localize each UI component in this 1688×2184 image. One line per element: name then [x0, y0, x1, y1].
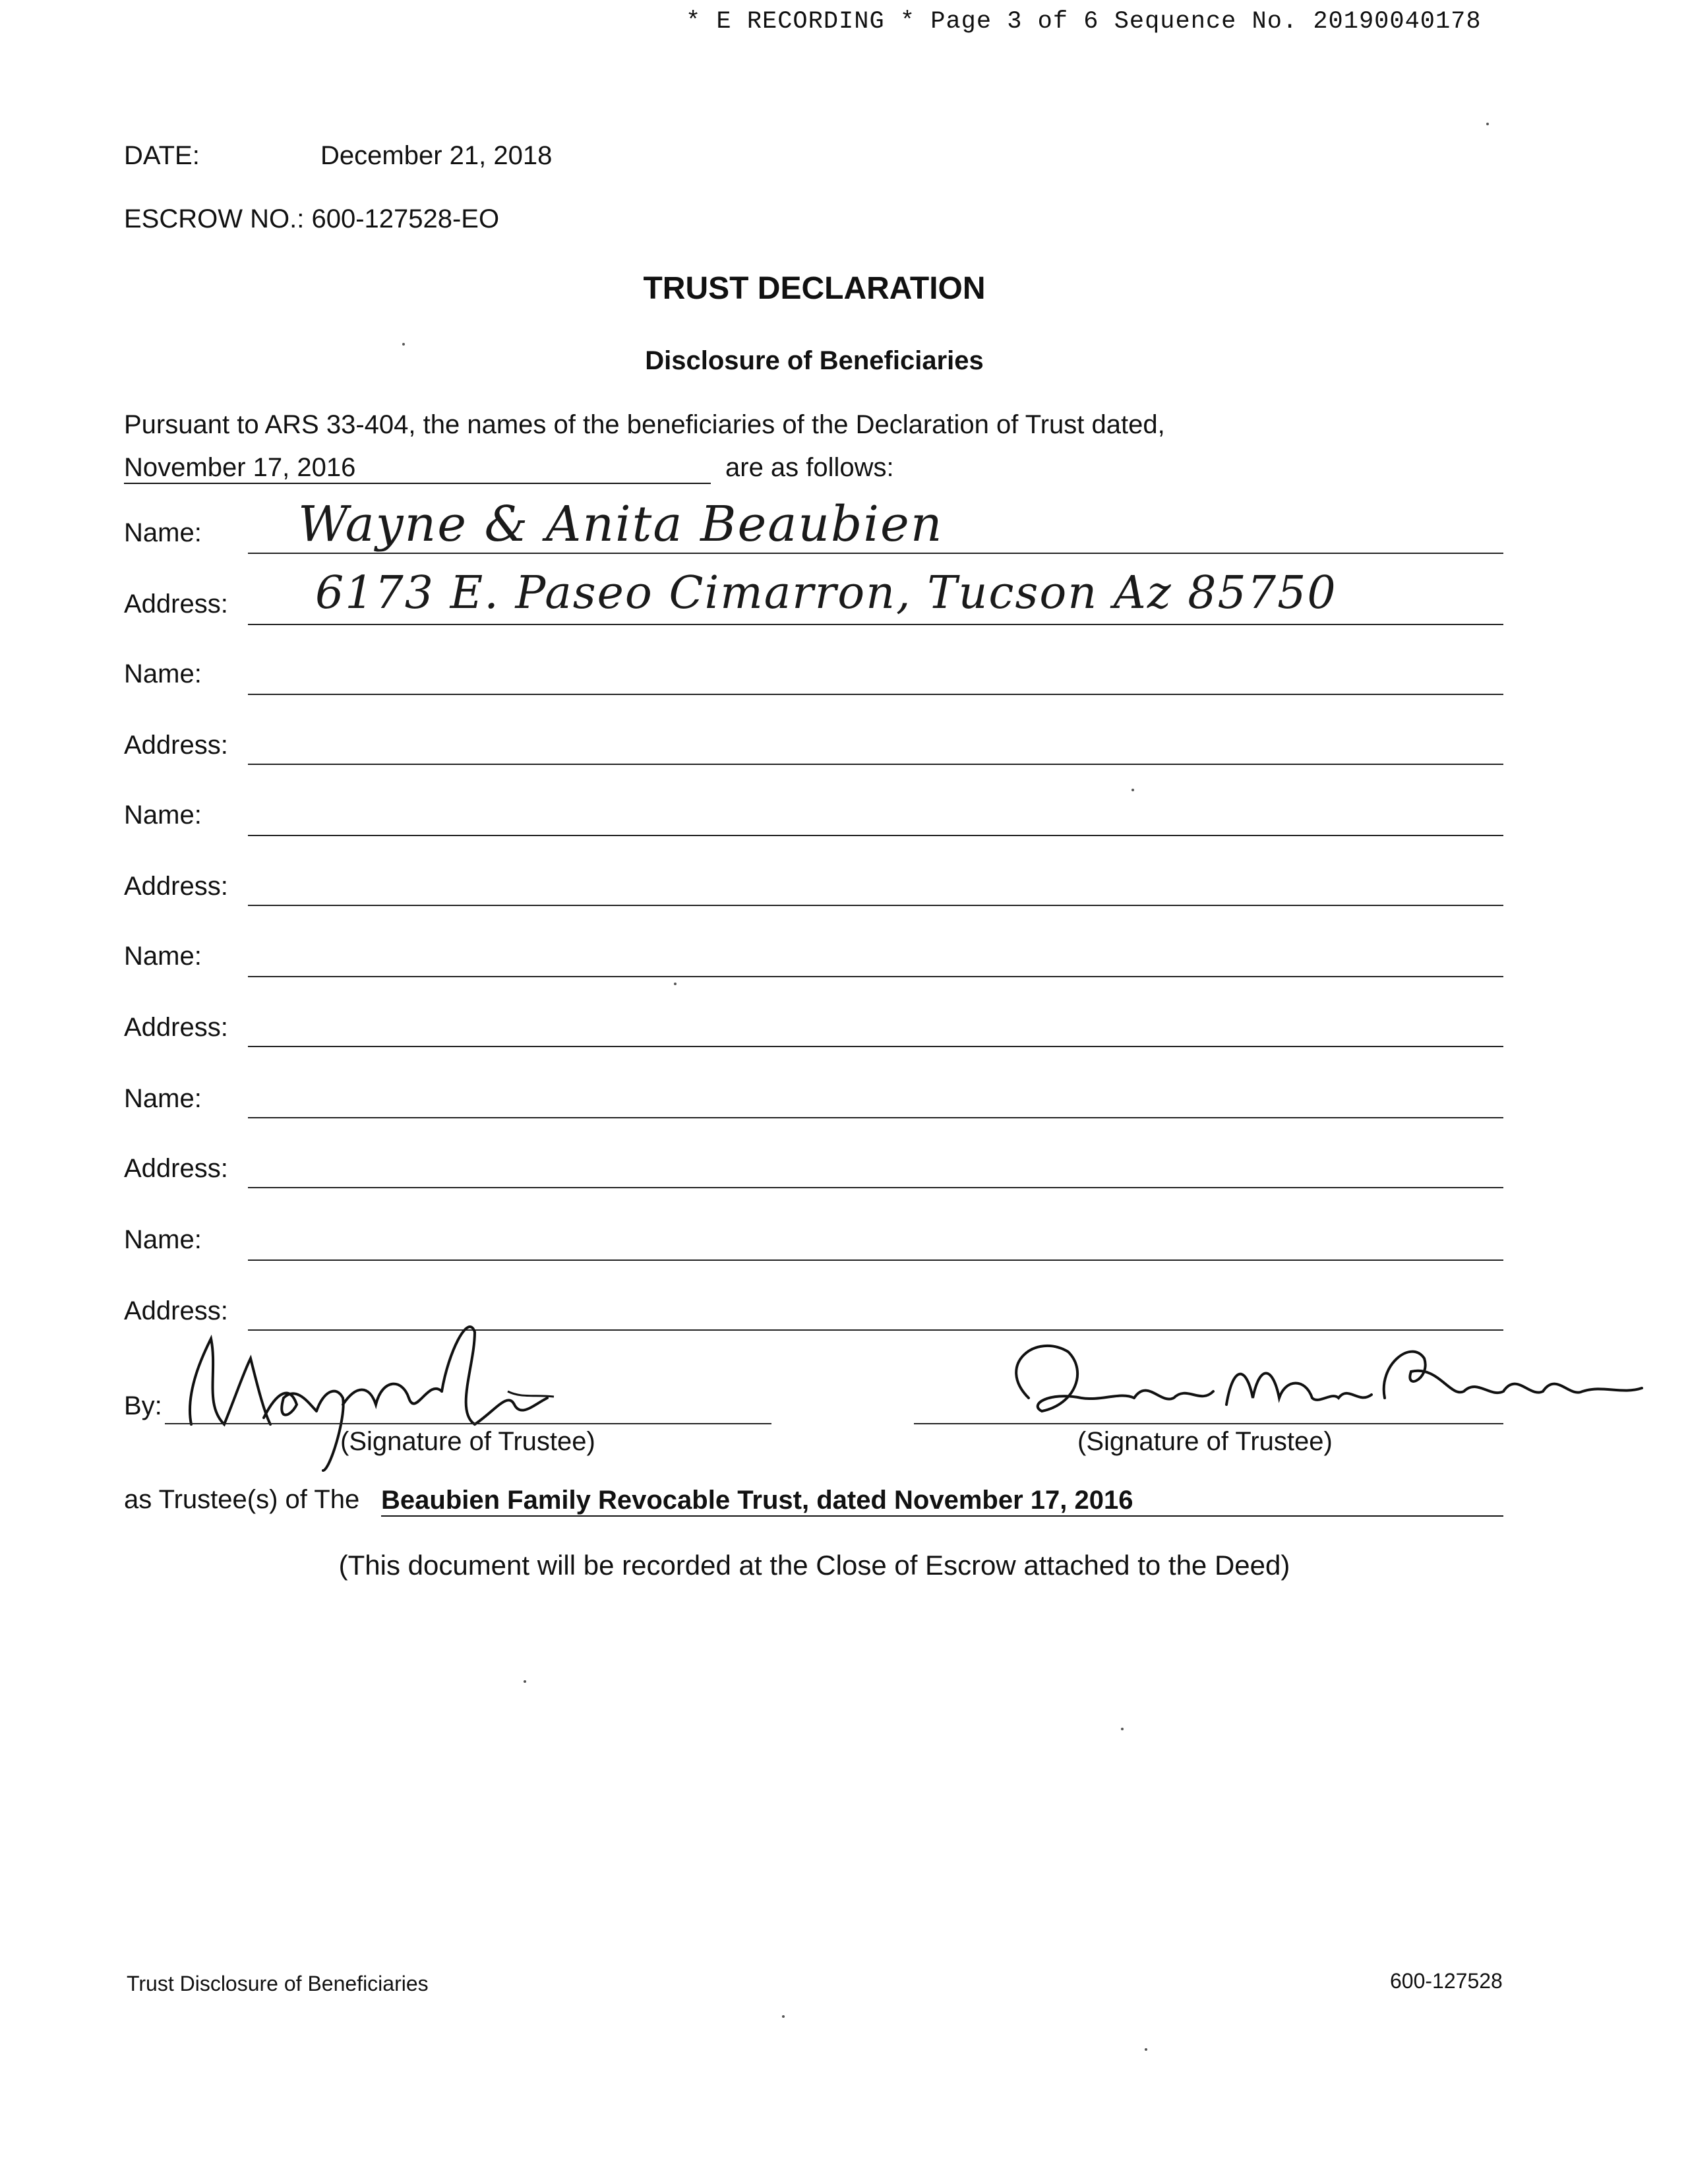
recording-stamp: * E RECORDING * Page 3 of 6 Sequence No. 20190040178 — [686, 8, 1482, 36]
scan-speck — [402, 343, 405, 346]
name-line — [248, 1117, 1503, 1118]
trustee-prefix: as Trustee(s) of The — [124, 1485, 360, 1514]
beneficiary-name-handwritten: Wayne & Anita Beaubien — [298, 496, 944, 553]
scan-speck — [1486, 123, 1489, 125]
name-line — [248, 1259, 1503, 1261]
address-line — [248, 1187, 1503, 1188]
trust-date: November 17, 2016 — [124, 452, 711, 484]
footer-reference: 600-127528 — [1390, 1969, 1503, 1993]
name-line — [248, 553, 1503, 554]
date-value: December 21, 2018 — [320, 141, 553, 170]
name-line — [248, 835, 1503, 836]
address-line — [248, 1046, 1503, 1047]
footer-title: Trust Disclosure of Beneficiaries — [127, 1972, 429, 1995]
document-title: TRUST DECLARATION — [643, 271, 986, 306]
name-line — [248, 976, 1503, 977]
scan-speck — [1121, 1728, 1124, 1730]
address-label: Address: — [124, 590, 228, 619]
name-label: Name: — [124, 518, 202, 547]
address-label: Address: — [124, 731, 228, 760]
address-line — [248, 624, 1503, 625]
left-signature-line — [165, 1423, 771, 1424]
address-label: Address: — [124, 872, 228, 901]
beneficiary-address-handwritten: 6173 E. Paseo Cimarron, Tucson Az 85750 — [315, 567, 1337, 619]
trust-name: Beaubien Family Revocable Trust, dated November 17, 2016 — [381, 1485, 1503, 1517]
recording-note: (This document will be recorded at the Close of Escrow attached to the Deed) — [338, 1550, 1290, 1581]
right-signature-line — [914, 1423, 1503, 1424]
date-label: DATE: — [124, 141, 200, 170]
right-signature-image — [989, 1325, 1648, 1431]
scan-speck — [674, 983, 677, 985]
address-label: Address: — [124, 1296, 228, 1325]
name-label: Name: — [124, 942, 202, 971]
name-label: Name: — [124, 659, 202, 688]
name-label: Name: — [124, 1225, 202, 1254]
address-line — [248, 764, 1503, 765]
intro-text: Pursuant to ARS 33-404, the names of the beneficiaries of the Declaration of Trust dated, — [124, 410, 1165, 439]
by-label: By: — [124, 1391, 162, 1420]
name-label: Name: — [124, 801, 202, 830]
document-subtitle: Disclosure of Beneficiaries — [645, 346, 984, 375]
address-label: Address: — [124, 1154, 228, 1183]
scan-speck — [782, 2015, 785, 2018]
address-label: Address: — [124, 1013, 228, 1042]
address-line — [248, 905, 1503, 906]
name-line — [248, 694, 1503, 695]
escrow-number: ESCROW NO.: 600-127528-EO — [124, 204, 500, 233]
right-signature-caption: (Signature of Trustee) — [1077, 1427, 1333, 1456]
left-signature-caption: (Signature of Trustee) — [340, 1427, 595, 1456]
intro-suffix: are as follows: — [725, 453, 894, 482]
name-label: Name: — [124, 1084, 202, 1113]
scan-speck — [1131, 789, 1134, 791]
scan-speck — [1145, 2048, 1147, 2051]
scan-speck — [524, 1680, 526, 1683]
